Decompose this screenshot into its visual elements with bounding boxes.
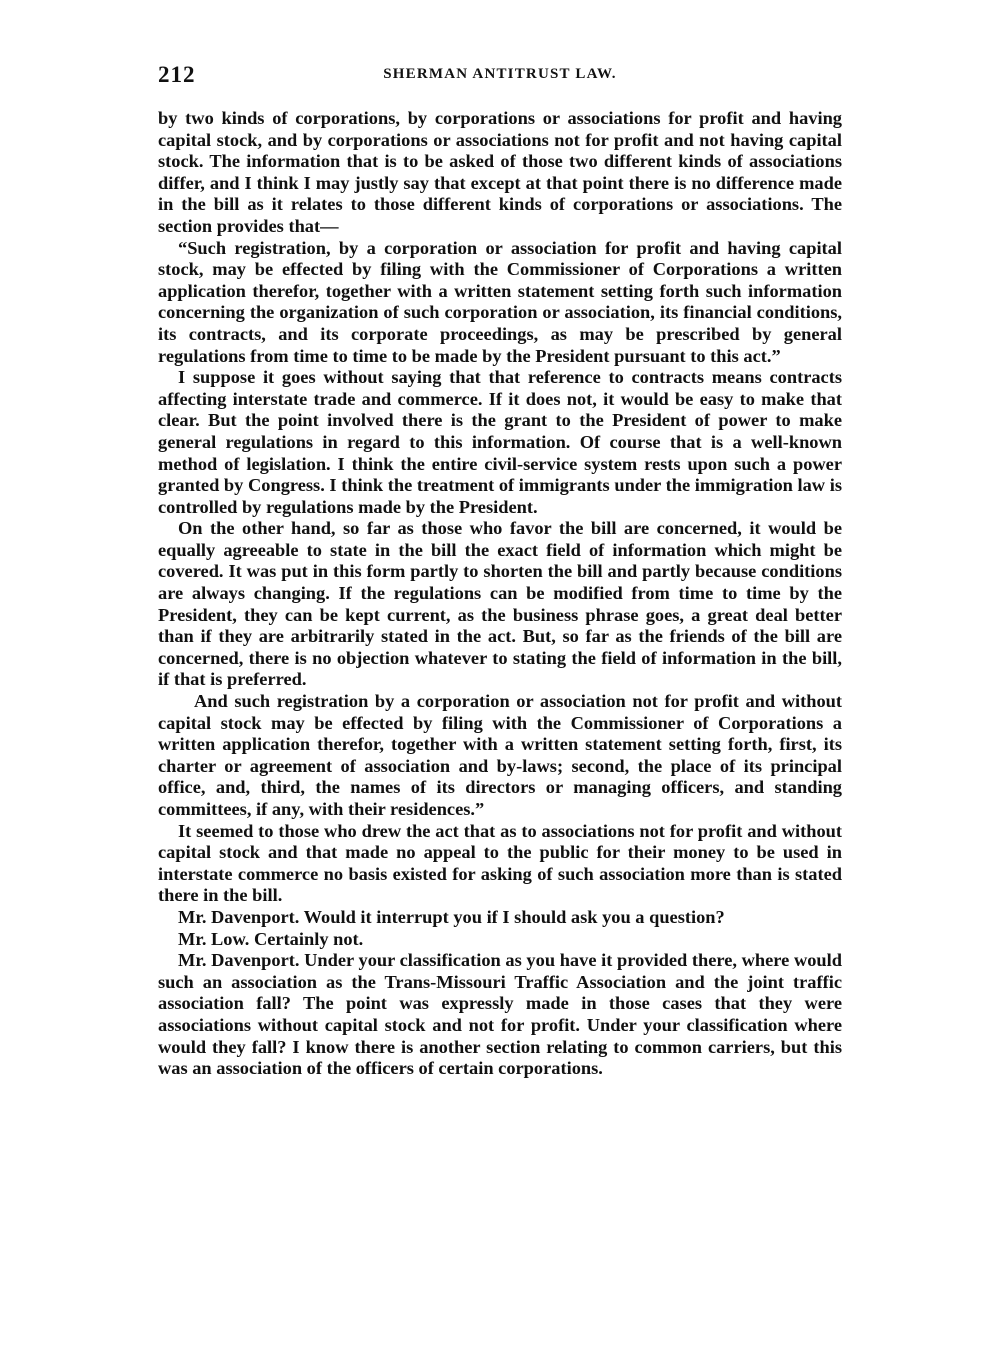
dialogue-paragraph: Mr. Low. Certainly not. — [178, 928, 364, 949]
paragraph: It seemed to those who drew the act that as to associations not for profit and without capital stock and that made no appeal to the public for their money to be used in interstate commerce no basis existed for asking of such association more than is stated there in the bill. — [158, 820, 842, 906]
page-header — [158, 62, 842, 92]
paragraph-continuation: by two kinds of corporations, by corporations or associations for profit and having capital stock, and by corporations or associations not for profit and not having capital stock. The information that is to be asked of those two different kinds of associations differ, and I think I may justly say that except at that point there is no difference made in the bill as it relates to those different kinds of corporations or associations. The section provides that— — [158, 108, 842, 236]
running-title: SHERMAN ANTITRUST LAW. — [383, 66, 617, 82]
dialogue-paragraph: Mr. Davenport. Would it interrupt you if I should ask you a question? — [178, 906, 725, 927]
body-text — [158, 108, 842, 1080]
dialogue-paragraph: Mr. Davenport. Under your classification as you have it provided there, where would such an association as the Trans-Missouri Traffic Association and the joint traffic association fall? The point was expressly made in those cases that they were associations without capital stock and not for profit. Under your classification where would they fall? I know there is another section relating to common carriers, but this was an association of the officers of certain corporations. — [158, 950, 842, 1079]
quoted-statute-paragraph: “Such registration, by a corporation or association for profit and having capital stock, may be effected by filing with the Commissioner of Corporations a written application therefor, together with a written statement setting forth such information concerning the organization of such corporation or association, its financial conditions, its contracts, and its corporate proceedings, as may be prescribed by general regulations from time to time to be made by the President pursuant to this act.” — [158, 237, 842, 366]
paragraph: On the other hand, so far as those who favor the bill are concerned, it would be equally agreeable to state in the bill the exact field of information which might be covered. It was put in this form partly to shorten the bill and partly because conditions are always changing. If the regulations can be modified from time to time by the President, they can be kept current, as the business phrase goes, a great deal better than if they are arbitrarily stated in the act. But, so far as the friends of the bill are concerned, there is no objection whatever to stating the field of information in the bill, if that is preferred. — [158, 518, 842, 690]
page-number: 212 — [158, 62, 196, 87]
quoted-statute-paragraph: And such registration by a corporation or association not for profit and without capital stock may be effected by filing with the Commissioner of Corporations a written application therefor, together with a written statement setting forth, first, its charter or agreement of association and by-laws; second, the place of its principal office, and, third, the names of its directors or managing officers, and standing committees, if any, with their residences.” — [158, 691, 842, 819]
paragraph: I suppose it goes without saying that that reference to contracts means contracts affecting interstate trade and commerce. If it does not, it would be easy to make that clear. But the point involved there is the grant to the President of power to make general regulations in regard to this information. Of course that is a well-known method of legislation. I think the entire civil-service system rests upon such a power granted by Congress. I think the treatment of immigrants under the immigration law is controlled by regulations made by the President. — [158, 367, 842, 517]
